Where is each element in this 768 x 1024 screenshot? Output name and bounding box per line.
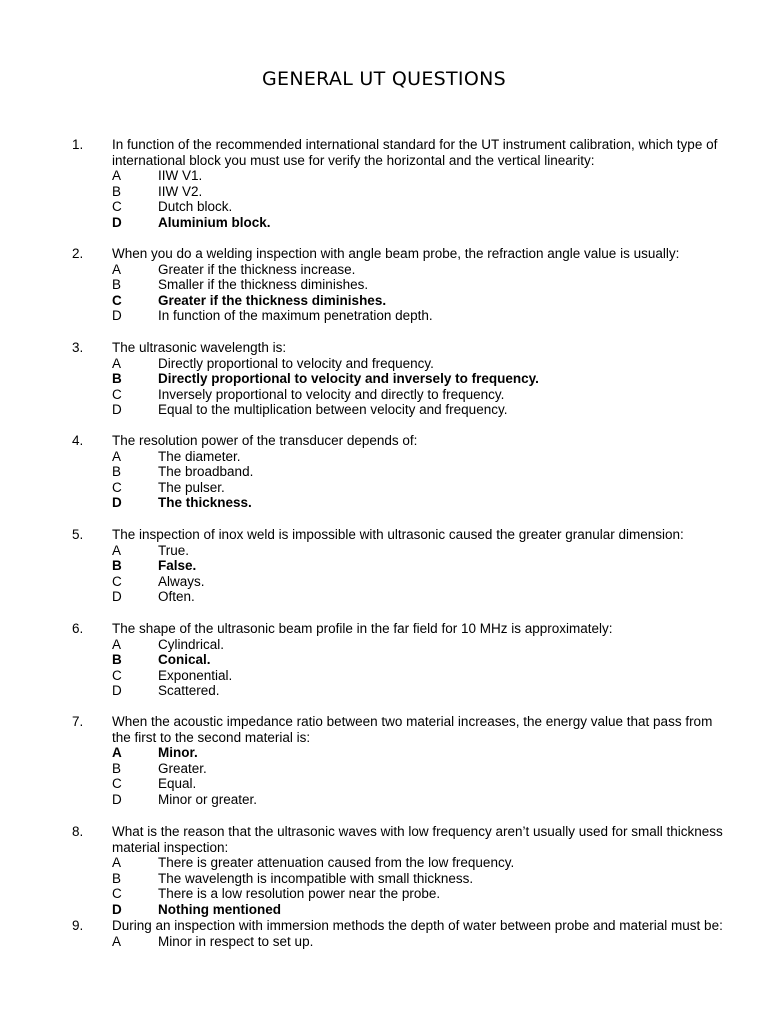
option-text: Exponential.	[158, 667, 233, 683]
option-text: Minor.	[158, 745, 198, 761]
option-text: Smaller if the thickness diminishes.	[158, 277, 369, 293]
option-text: IIW V1.	[158, 168, 203, 184]
option-letter: D	[112, 901, 122, 917]
option-row	[0, 480, 768, 496]
question-text: The ultrasonic wavelength is:	[112, 340, 287, 355]
question-9	[0, 918, 768, 949]
question-text: The inspection of inox weld is impossible with ultrasonic caused the greater granular dimension:	[112, 527, 684, 542]
option-text: The diameter.	[158, 448, 241, 464]
question-stem-line	[0, 714, 768, 730]
question-4	[0, 433, 768, 511]
option-letter: D	[112, 308, 122, 324]
question-8	[0, 824, 768, 918]
question-text: What is the reason that the ultrasonic waves with low frequency aren’t usually used for small thickness	[112, 824, 723, 839]
question-text: The shape of the ultrasonic beam profile in the far field for 10 MHz is approximately:	[112, 621, 613, 636]
option-letter: C	[112, 292, 122, 308]
option-letter: D	[112, 495, 122, 511]
option-letter: C	[112, 776, 122, 792]
option-text: Aluminium block.	[158, 214, 271, 230]
question-text: When the acoustic impedance ratio between two material increases, the energy value that pass from	[112, 714, 713, 729]
question-7	[0, 714, 768, 808]
option-row	[0, 792, 768, 808]
option-letter: C	[112, 479, 122, 495]
question-stem-line	[0, 137, 768, 153]
question-stem-line	[0, 621, 768, 637]
question-number: 1.	[72, 137, 84, 152]
question-number: 6.	[72, 621, 84, 636]
option-text: False.	[158, 558, 197, 574]
option-letter: C	[112, 386, 122, 402]
option-letter: D	[112, 402, 122, 418]
option-text: The wavelength is incompatible with small thickness.	[158, 870, 474, 886]
option-row	[0, 637, 768, 653]
option-text: There is greater attenuation caused from the low frequency.	[158, 855, 515, 871]
option-text: Always.	[158, 573, 205, 589]
question-stem-line	[0, 527, 768, 543]
question-number: 2.	[72, 246, 84, 261]
option-row	[0, 761, 768, 777]
option-text: Dutch block.	[158, 199, 233, 215]
question-2	[0, 246, 768, 324]
correct-option-row	[0, 371, 768, 387]
option-letter: A	[112, 636, 122, 652]
option-text: Greater if the thickness diminishes.	[158, 292, 387, 308]
page-title: GENERAL UT QUESTIONS	[262, 68, 506, 90]
question-number: 8.	[72, 824, 84, 839]
option-row	[0, 277, 768, 293]
option-text: The pulser.	[158, 479, 225, 495]
option-row	[0, 934, 768, 950]
option-letter: A	[112, 542, 122, 558]
option-row	[0, 776, 768, 792]
option-letter: C	[112, 573, 122, 589]
option-letter: C	[112, 886, 122, 902]
question-number: 5.	[72, 527, 84, 542]
option-letter: B	[112, 558, 122, 574]
question-text: international block you must use for verify the horizontal and the vertical linearity:	[112, 152, 595, 168]
option-text: The thickness.	[158, 495, 252, 511]
option-letter: A	[112, 261, 122, 277]
option-row	[0, 574, 768, 590]
question-3	[0, 340, 768, 418]
option-text: In function of the maximum penetration depth.	[158, 308, 433, 324]
option-text: The broadband.	[158, 464, 254, 480]
option-row	[0, 356, 768, 372]
option-row	[0, 168, 768, 184]
question-6	[0, 621, 768, 699]
question-text: material inspection:	[112, 839, 229, 855]
option-letter: B	[112, 371, 122, 387]
option-letter: A	[112, 933, 122, 949]
correct-option-row	[0, 558, 768, 574]
option-letter: B	[112, 183, 122, 199]
question-stem-line	[0, 246, 768, 262]
question-text: The resolution power of the transducer depends of:	[112, 433, 418, 448]
question-stem-line	[0, 730, 768, 746]
option-row	[0, 855, 768, 871]
question-text: During an inspection with immersion methods the depth of water between probe and material must be:	[112, 918, 723, 933]
question-number: 7.	[72, 714, 84, 729]
option-row	[0, 668, 768, 684]
option-row	[0, 886, 768, 902]
correct-option-row	[0, 652, 768, 668]
option-row	[0, 308, 768, 324]
option-row	[0, 262, 768, 278]
option-text: Scattered.	[158, 683, 220, 699]
option-row	[0, 184, 768, 200]
question-stem-line	[0, 824, 768, 840]
option-text: True.	[158, 542, 190, 558]
option-text: Directly proportional to velocity and inversely to frequency.	[158, 371, 539, 387]
question-stem-line	[0, 153, 768, 169]
option-letter: B	[112, 870, 122, 886]
option-text: Often.	[158, 589, 195, 605]
option-text: Minor or greater.	[158, 791, 258, 807]
question-stem-line	[0, 840, 768, 856]
option-letter: B	[112, 652, 122, 668]
option-letter: A	[112, 355, 122, 371]
question-text: the first to the second material is:	[112, 729, 311, 745]
option-letter: C	[112, 199, 122, 215]
option-text: Cylindrical.	[158, 636, 225, 652]
option-row	[0, 199, 768, 215]
option-text: Conical.	[158, 652, 211, 668]
correct-option-row	[0, 495, 768, 511]
option-text: Equal to the multiplication between velocity and frequency.	[158, 402, 508, 418]
option-text: IIW V2.	[158, 183, 203, 199]
option-letter: A	[112, 168, 122, 184]
question-1	[0, 137, 768, 231]
option-letter: D	[112, 214, 122, 230]
option-letter: C	[112, 667, 122, 683]
option-text: Minor in respect to set up.	[158, 933, 314, 949]
option-text: Nothing mentioned	[158, 901, 281, 917]
correct-option-row	[0, 902, 768, 918]
option-row	[0, 543, 768, 559]
correct-option-row	[0, 745, 768, 761]
question-text: In function of the recommended international standard for the UT instrument calibration, which type of	[112, 137, 718, 152]
option-letter: B	[112, 277, 122, 293]
option-text: Greater.	[158, 760, 207, 776]
correct-option-row	[0, 293, 768, 309]
option-letter: B	[112, 464, 122, 480]
option-row	[0, 449, 768, 465]
question-number: 4.	[72, 433, 84, 448]
option-row	[0, 464, 768, 480]
option-text: Inversely proportional to velocity and directly to frequency.	[158, 386, 505, 402]
option-row	[0, 589, 768, 605]
option-text: There is a low resolution power near the probe.	[158, 886, 441, 902]
question-number: 3.	[72, 340, 84, 355]
option-letter: D	[112, 791, 122, 807]
option-row	[0, 402, 768, 418]
option-letter: D	[112, 683, 122, 699]
option-text: Equal.	[158, 776, 197, 792]
question-stem-line	[0, 918, 768, 934]
question-stem-line	[0, 433, 768, 449]
option-text: Directly proportional to velocity and frequency.	[158, 355, 434, 371]
option-letter: B	[112, 760, 122, 776]
option-row	[0, 387, 768, 403]
option-letter: A	[112, 448, 122, 464]
question-text: When you do a welding inspection with angle beam probe, the refraction angle value is usually:	[112, 246, 680, 261]
option-letter: A	[112, 745, 122, 761]
option-row	[0, 871, 768, 887]
option-row	[0, 683, 768, 699]
option-letter: A	[112, 855, 122, 871]
question-number: 9.	[72, 918, 84, 933]
correct-option-row	[0, 215, 768, 231]
question-5	[0, 527, 768, 605]
question-stem-line	[0, 340, 768, 356]
option-letter: D	[112, 589, 122, 605]
option-text: Greater if the thickness increase.	[158, 261, 356, 277]
